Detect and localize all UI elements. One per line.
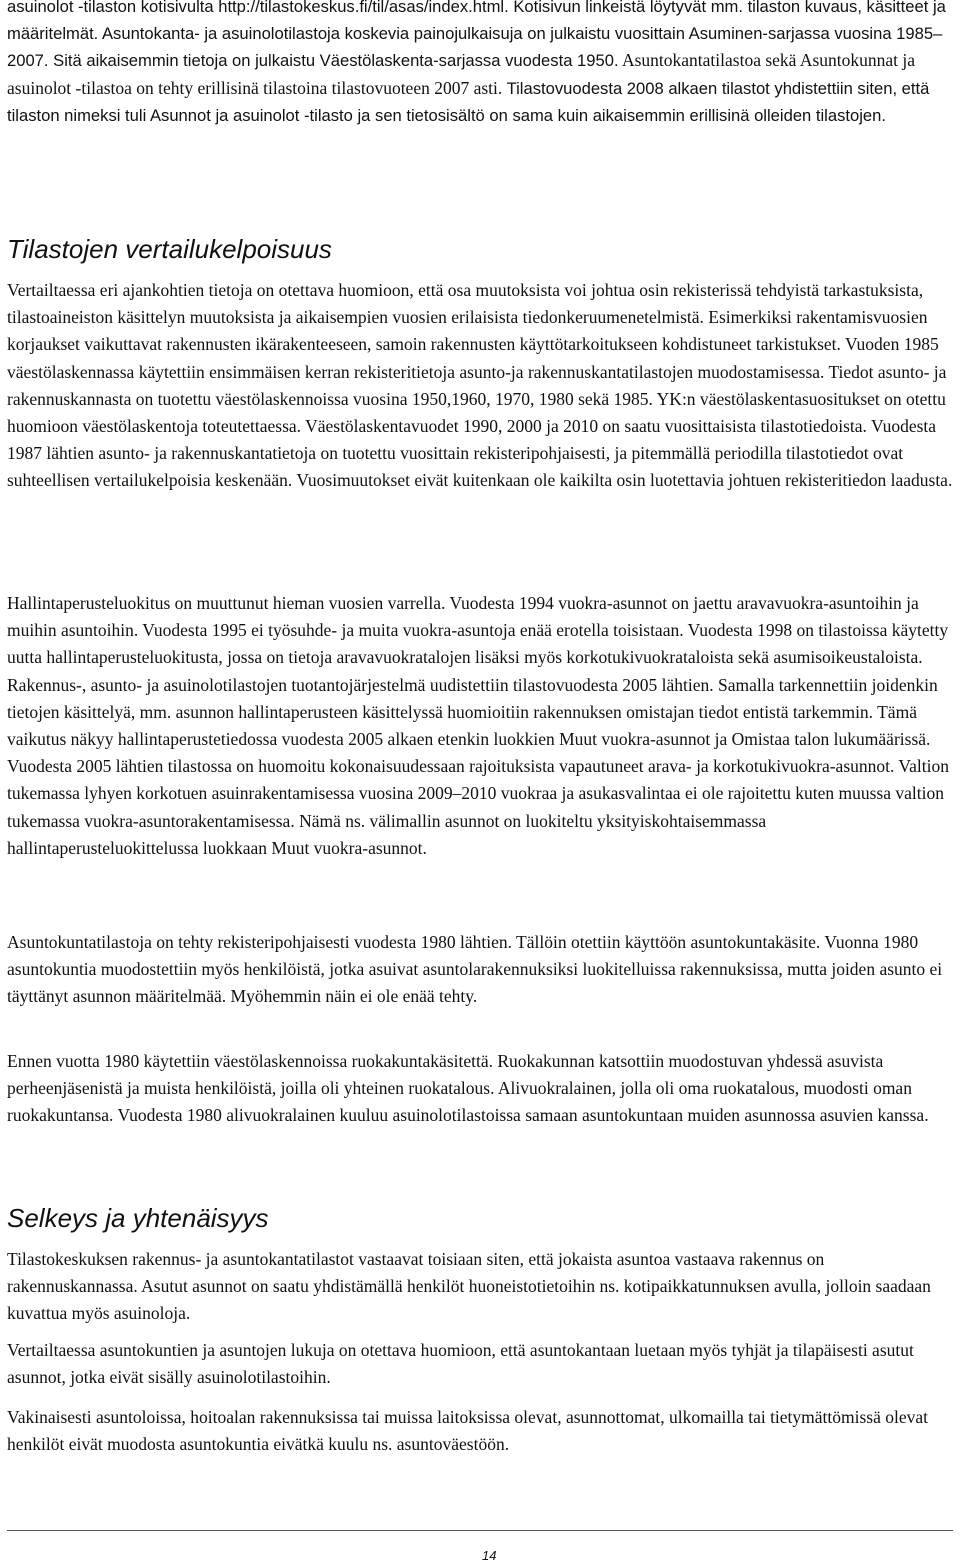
intro-paragraph bbox=[7, 0, 955, 129]
paragraph-selkeys-2: Vertailtaessa asuntokuntien ja asuntojen lukuja on otettava huomioon, että asuntokantaan luetaan myös tyhjät ja tilapäisesti asutut asunnot, jotka eivät sisälly asuinolotilastoihin. bbox=[7, 1340, 914, 1388]
page-number: 14 bbox=[482, 1548, 497, 1563]
paragraph-selkeys-1: Tilastokeskuksen rakennus- ja asuntokantatilastot vastaavat toisiaan siten, että jokaista asuntoa vastaava rakennus on rakennuskannassa. Asutut asunnot on saatu yhdistämällä henkilöt huoneistotietoihin ns. kotipaikkatunnuksen avulla, jolloin saadaan kuvattua myös asuinoloja. bbox=[7, 1249, 931, 1324]
section-heading-vertailukelpoisuus: Tilastojen vertailukelpoisuus bbox=[7, 234, 332, 264]
paragraph-vertailu-3: Asuntokuntatilastoja on tehty rekisteripohjaisesti vuodesta 1980 lähtien. Tällöin otettiin käyttöön asuntokuntakäsite. Vuonna 1980 asuntokuntia muodostettiin myös henkilöistä, jotka asuivat asuntolarakennuksiksi luokitelluissa rakennuksissa, mutta joiden asunto ei täyttänyt asunnon määritelmää. Myöhemmin näin ei ole enää tehty. bbox=[7, 932, 943, 1007]
intro-text-1: asuinolot -tilaston kotisivulta http://tilastokeskus.fi/til/asas/index.html. Kotisivun linkeistä löytyvät mm. tilaston kuvaus, käsitteet ja määritelmät. Asuntokanta- ja asuinolotilastoja koskevia painojulkaisuja on julkaistu vuosittain Asuminen-sarjassa vuosina 1985–2007. Sitä aikaisemmin tietoja on julkaistu Väestölaskenta-sarjassa vuodesta 1950. bbox=[7, 0, 946, 71]
paragraph-vertailu-1: Vertailtaessa eri ajankohtien tietoja on otettava huomioon, että osa muutoksista voi johtua osin rekisterissä tehdyistä tarkastuksista, tilastoaineiston käsittelyn muutoksista ja aikaisempien vuosien erilaisista tiedonkeruumenetelmistä. Esimerkiksi rakentamisvuosien korjaukset vaikuttavat rakennusten ikärakenteeseen, samoin rakennusten käyttötarkoitukseen kohdistuneet tarkistukset. Vuoden 1985 väestölaskennassa käytettiin ensimmäisen kerran rekisteritietoja asunto-ja rakennuskantatilastojen muodostamisessa. Tiedot asunto- ja rakennuskannasta on tuotettu väestölaskennoissa vuosina 1950,1960, 1970, 1980 sekä 1985. YK:n väestölaskentasuositukset on otettu huomioon väestölaskentoja toteutettaessa. Väestölaskentavuodet 1990, 2000 ja 2010 on saatu vuosittaisista tilastotiedoista. Vuodesta 1987 lähtien asunto- ja rakennuskantatietoja on tuotettu vuosittain rekisteripohjaisesti, ja pitemmällä periodilla tilastotiedot ovat suhteellisen vertailukelpoisia keskenään. Vuosimuutokset eivät kuitenkaan ole kaikilta osin luotettavia johtuen rekisteritiedon laadusta. bbox=[7, 280, 953, 491]
paragraph-vertailu-2: Hallintaperusteluokitus on muuttunut hieman vuosien varrella. Vuodesta 1994 vuokra-asunnot on jaettu aravavuokra-asuntoihin ja muihin asuntoihin. Vuodesta 1995 ei työsuhde- ja muita vuokra-asuntoja enää erotella toisistaan. Vuodesta 1998 on tilastoissa käytetty uutta hallintaperusteluokitusta, jossa on tietoja aravavuokratalojen lisäksi myös korkotukivuokrataloista sekä asumisoikeustaloista. Rakennus-, asunto- ja asuinolotilastojen tuotantojärjestelmä uudistettiin tilastovuodesta 2005 lähtien. Samalla tarkennettiin joidenkin tietojen käsittelyä, mm. asunnon hallintaperusteen käsittelyssä huomioitiin rakennuksen omistajan tiedot entistä tarkemmin. Tämä vaikutus näkyy hallintaperustetiedossa vuodesta 2005 alkaen etenkin luokkien Muut vuokra-asunnot ja Omistaa talon lukumäärissä. Vuodesta 2005 lähtien tilastossa on huomoitu kokonaisuudessaan rajoituksista vapautuneet arava- ja korkotukivuokra-asunnot. Valtion tukemassa lyhyen korkotuen asuinrakentamisessa vuosina 2009–2010 vuokraa ja asukasvalintaa ei ole rajoitettu kuten muussa valtion tukemassa vuokra-asuntorakentamisessa. Nämä ns. välimallin asunnot on luokiteltu yksityiskohtaisemmassa hallintaperusteluokittelussa luokkaan Muut vuokra-asunnot. bbox=[7, 593, 949, 858]
paragraph-vertailu-4: Ennen vuotta 1980 käytettiin väestölaskennoissa ruokakuntakäsitettä. Ruokakunnan katsottiin muodostuvan yhdessä asuvista perheenjäsenistä ja muista henkilöistä, joilla oli yhteinen ruokatalous. Alivuokralainen, jolla oli oma ruokatalous, muodosti oman ruokakuntansa. Vuodesta 1980 alivuokralainen kuuluu asuinolotilastoissa samaan asuntokuntaan muiden asunnossa asuvien kanssa. bbox=[7, 1051, 929, 1126]
footer-divider bbox=[7, 1530, 953, 1531]
intro-text-2: Asuntokantatilastoa sekä Asuntokunnat ja asuinolot -tilastoa on tehty erillisinä tilastoina tilastovuoteen 2007 asti. bbox=[7, 50, 916, 98]
section-heading-selkeys: Selkeys ja yhtenäisyys bbox=[7, 1203, 269, 1233]
paragraph-selkeys-3: Vakinaisesti asuntoloissa, hoitoalan rakennuksissa tai muissa laitoksissa olevat, asunnottomat, ulkomailla tai tietymättömissä olevat henkilöt eivät muodosta asuntokuntia eivätkä kuulu ns. asuntoväestöön. bbox=[7, 1407, 929, 1455]
intro-text-3: Tilastovuodesta 2008 alkaen tilastot yhdistettiin siten, että tilaston nimeksi tuli Asunnot ja asuinolot -tilasto ja sen tietosisältö on sama kuin aikaisemmin erillisinä olleiden tilastojen. bbox=[7, 78, 930, 125]
